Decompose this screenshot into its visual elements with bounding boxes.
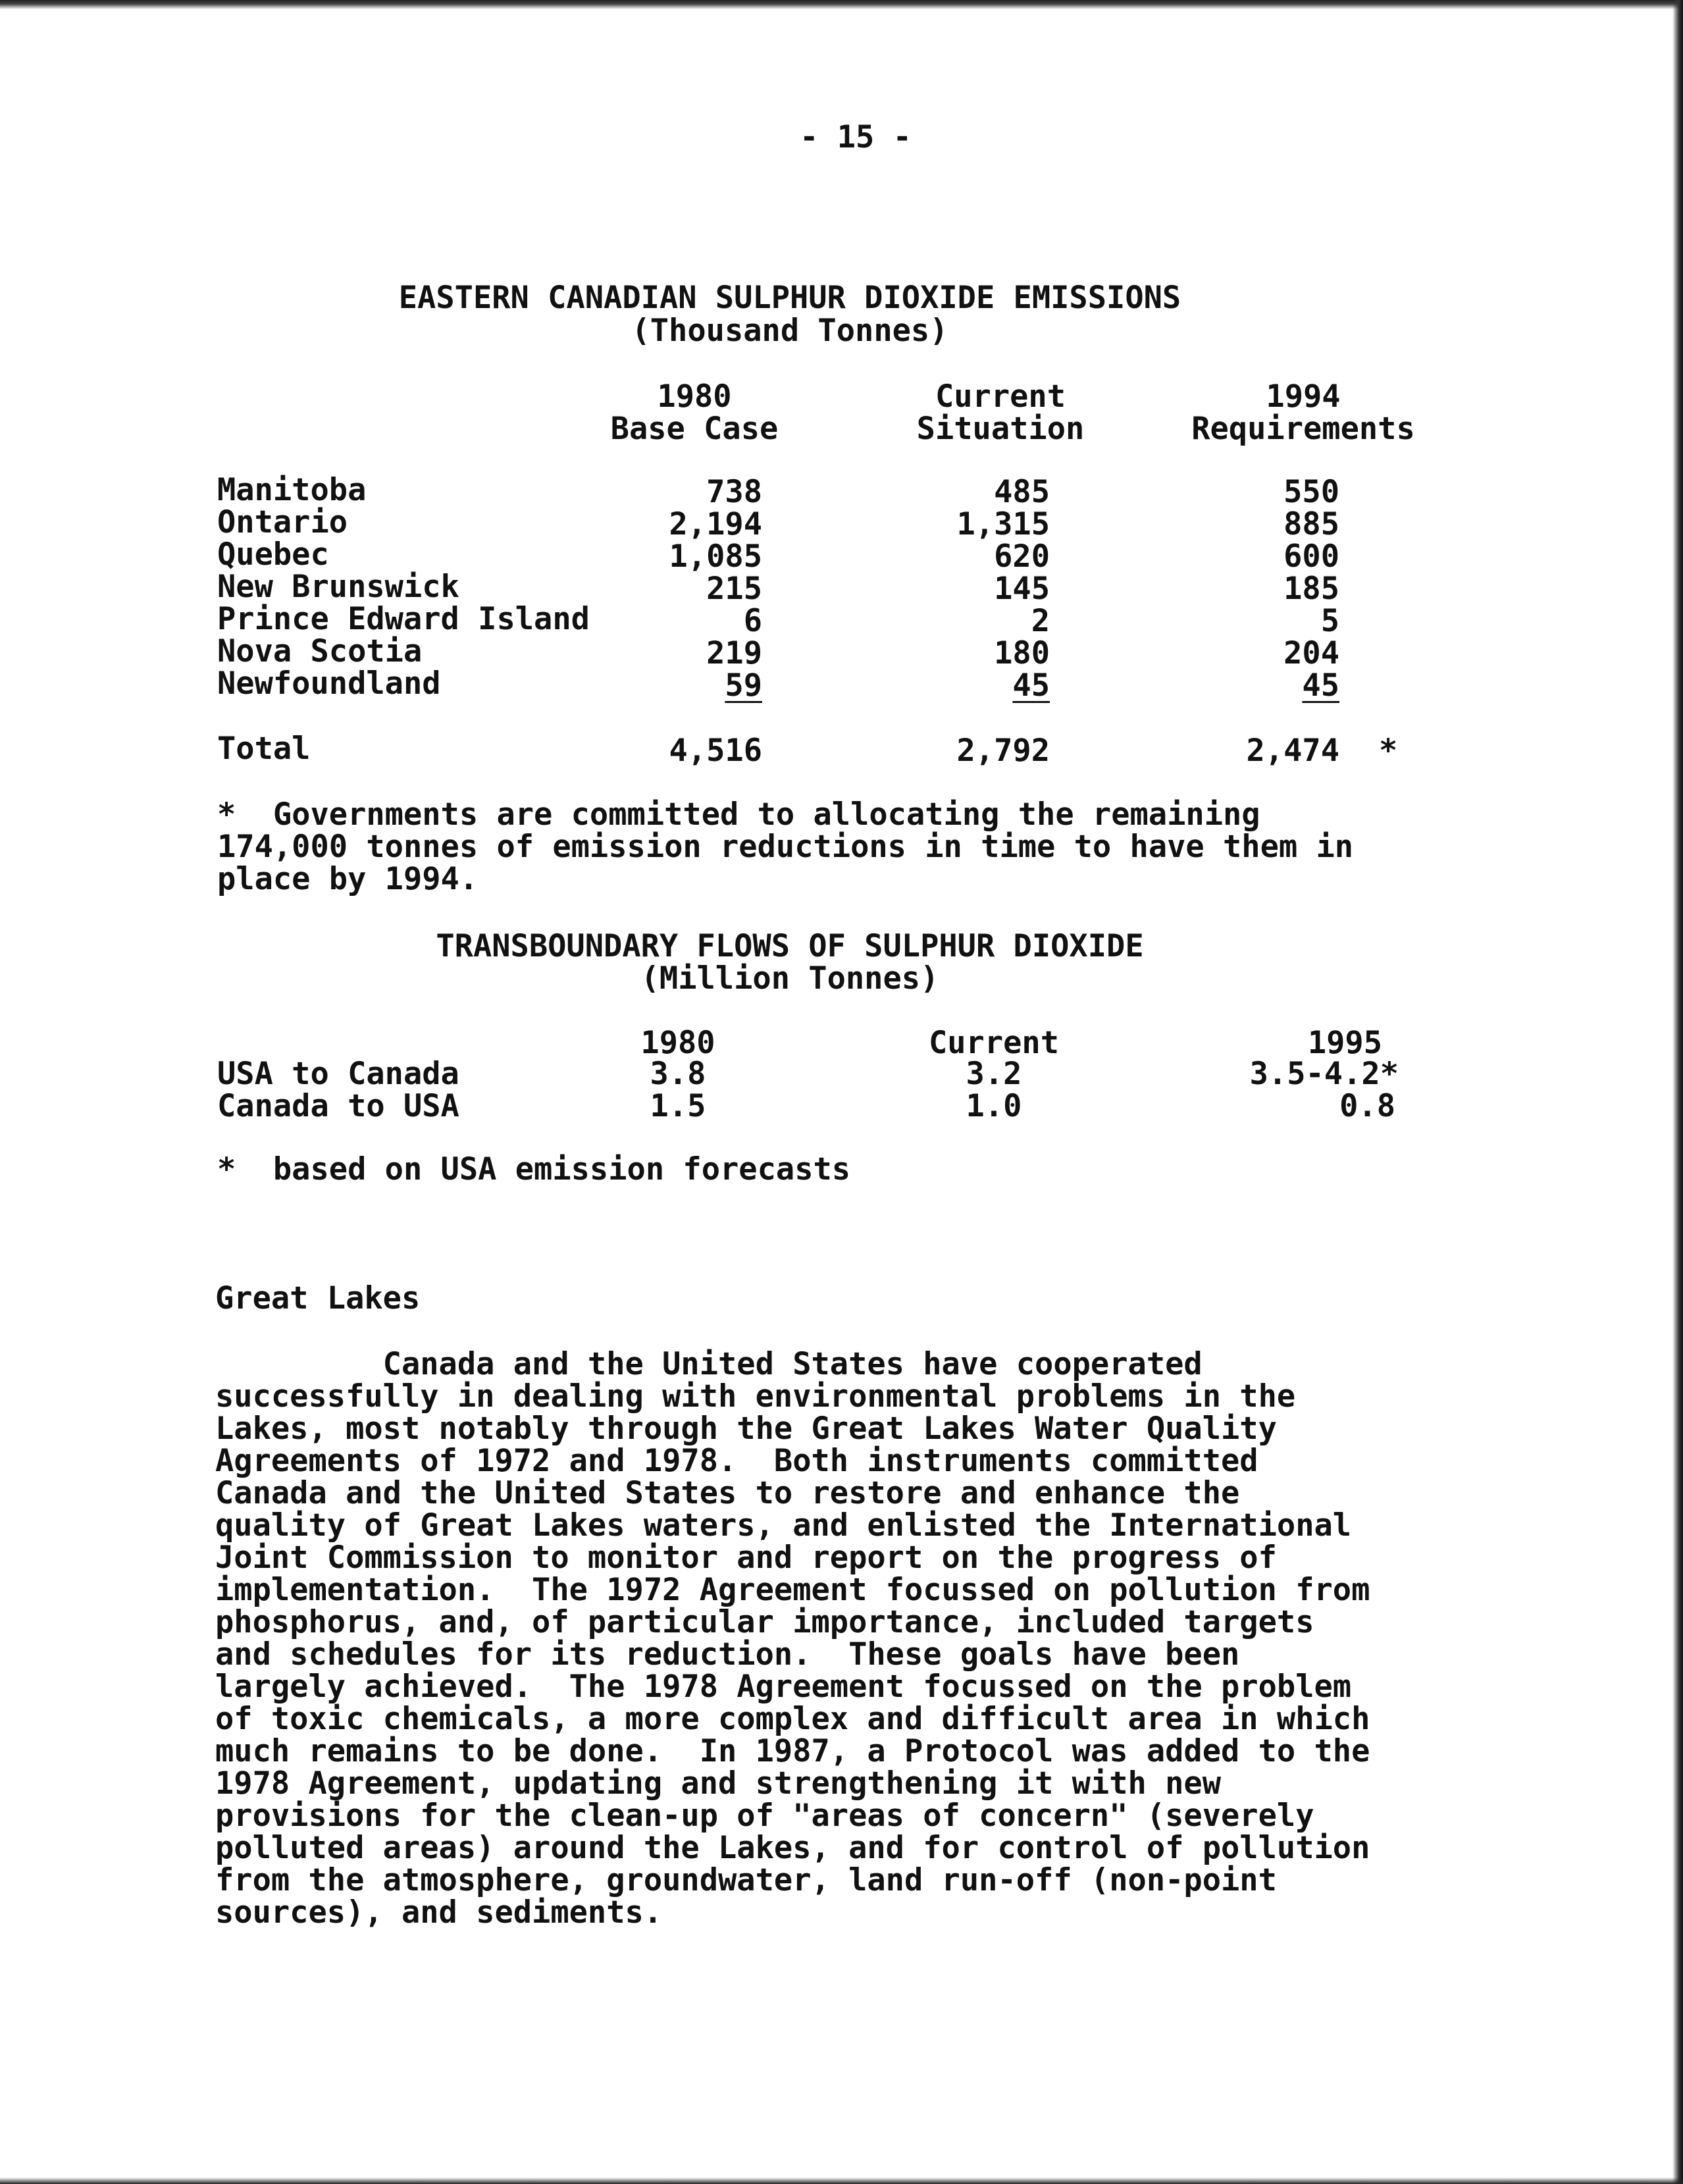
emissions-col3-line1: 1994 — [1266, 378, 1341, 415]
current-value-underlined: 45 — [1012, 667, 1050, 704]
section-paragraph: Canada and the United States have cooperated successfully in dealing with environmental problems in the Lakes, most notably through the Great Lakes Water Quality Agreements of 1972 and 1978. Both instruments committed Canada and the United States to restore and enhance the quality of Great Lakes waters, and enlisted the International Joint Commission to monitor and report on the progress of implementation. The 1972 Agreement focussed on pollution from phosphorus, and, of particular importance, included targets and schedules for its reduction. These goals have been largely achieved. The 1978 Agreement focussed on the problem of toxic chemicals, a more complex and difficult area in which much remains to be done. In 1987, a Protocol was added to the 1978 Agreement, updating and strengthening it with new provisions for the clean-up of "areas of concern" (severely polluted areas) around the Lakes, and for control of pollution from the atmosphere, groundwater, land run-off (non-point sources), and sediments. — [215, 1346, 1370, 1931]
total-current-value: 2,792 — [956, 733, 1050, 769]
base-case-value: 738 — [706, 474, 762, 510]
base-case-value: 219 — [706, 635, 762, 671]
flow-direction-label: Canada to USA — [217, 1088, 459, 1124]
requirement-value: 885 — [1283, 506, 1339, 542]
flows-col-1980: 1980 — [640, 1025, 715, 1061]
current-value: 145 — [994, 571, 1050, 607]
flow-current-value: 3.2 — [966, 1056, 1022, 1092]
province-name: Nova Scotia — [217, 633, 423, 669]
base-case-value — [592, 669, 762, 702]
flow-direction-label: USA to Canada — [217, 1056, 459, 1092]
flow-current-value: 1.0 — [966, 1088, 1022, 1124]
current-value — [856, 669, 1050, 702]
emissions-footnote: * Governments are committed to allocating the remaining 174,000 tonnes of emission reductions in time to have them in place by 1994. — [217, 796, 1354, 897]
scan-edge-bottom — [0, 2177, 1683, 2184]
emissions-table-subtitle: (Thousand Tonnes) — [631, 313, 948, 349]
current-value: 620 — [994, 538, 1050, 575]
flow-1995-value: 0.8 — [1339, 1088, 1395, 1124]
province-name: Quebec — [217, 536, 329, 573]
emissions-col1-line2: Base Case — [610, 411, 779, 447]
flow-1980-value: 3.8 — [650, 1056, 706, 1092]
requirement-value — [1185, 669, 1339, 702]
current-value: 1,315 — [956, 506, 1050, 542]
province-name: Manitoba — [217, 472, 367, 508]
base-case-value-underlined: 59 — [725, 667, 762, 704]
flows-col-1995: 1995 — [1307, 1025, 1382, 1061]
base-case-value: 1,085 — [669, 538, 762, 575]
province-name: Ontario — [217, 504, 348, 540]
page-number: - 15 - — [800, 119, 912, 155]
total-footnote-marker: * — [1379, 733, 1398, 769]
current-value: 180 — [994, 635, 1050, 671]
total-label: Total — [217, 731, 311, 767]
emissions-col1-line1: 1980 — [657, 378, 732, 415]
flows-col-current: Current — [928, 1025, 1060, 1061]
requirement-value: 600 — [1283, 538, 1339, 575]
scan-edge-top — [0, 0, 1683, 9]
emissions-col3-line2: Requirements — [1191, 411, 1415, 447]
emissions-col2-line2: Situation — [916, 411, 1085, 447]
requirement-value-underlined: 45 — [1302, 667, 1339, 704]
base-case-value: 215 — [706, 571, 762, 607]
requirement-value: 204 — [1283, 635, 1339, 671]
province-name: Newfoundland — [217, 665, 441, 702]
total-requirement-value: 2,474 — [1246, 733, 1339, 769]
scan-edge-right — [1672, 0, 1683, 2184]
province-name: Prince Edward Island — [217, 601, 590, 637]
flows-footnote: * based on USA emission forecasts — [217, 1151, 851, 1187]
flows-table-subtitle: (Million Tonnes) — [640, 960, 939, 997]
section-heading: Great Lakes — [215, 1280, 421, 1316]
base-case-value: 6 — [743, 603, 762, 639]
requirement-value: 185 — [1283, 571, 1339, 607]
requirement-value: 550 — [1283, 474, 1339, 510]
flow-1995-value: 3.5-4.2* — [1249, 1056, 1399, 1092]
total-base-value: 4,516 — [669, 733, 762, 769]
flows-table-title: TRANSBOUNDARY FLOWS OF SULPHUR DIOXIDE — [436, 928, 1144, 964]
flow-1980-value: 1.5 — [650, 1088, 706, 1124]
current-value: 485 — [994, 474, 1050, 510]
requirement-value: 5 — [1320, 603, 1339, 639]
emissions-table-title: EASTERN CANADIAN SULPHUR DIOXIDE EMISSIONS — [398, 280, 1181, 316]
province-name: New Brunswick — [217, 569, 459, 605]
current-value: 2 — [1031, 603, 1050, 639]
emissions-col2-line1: Current — [935, 378, 1066, 415]
base-case-value: 2,194 — [669, 506, 762, 542]
